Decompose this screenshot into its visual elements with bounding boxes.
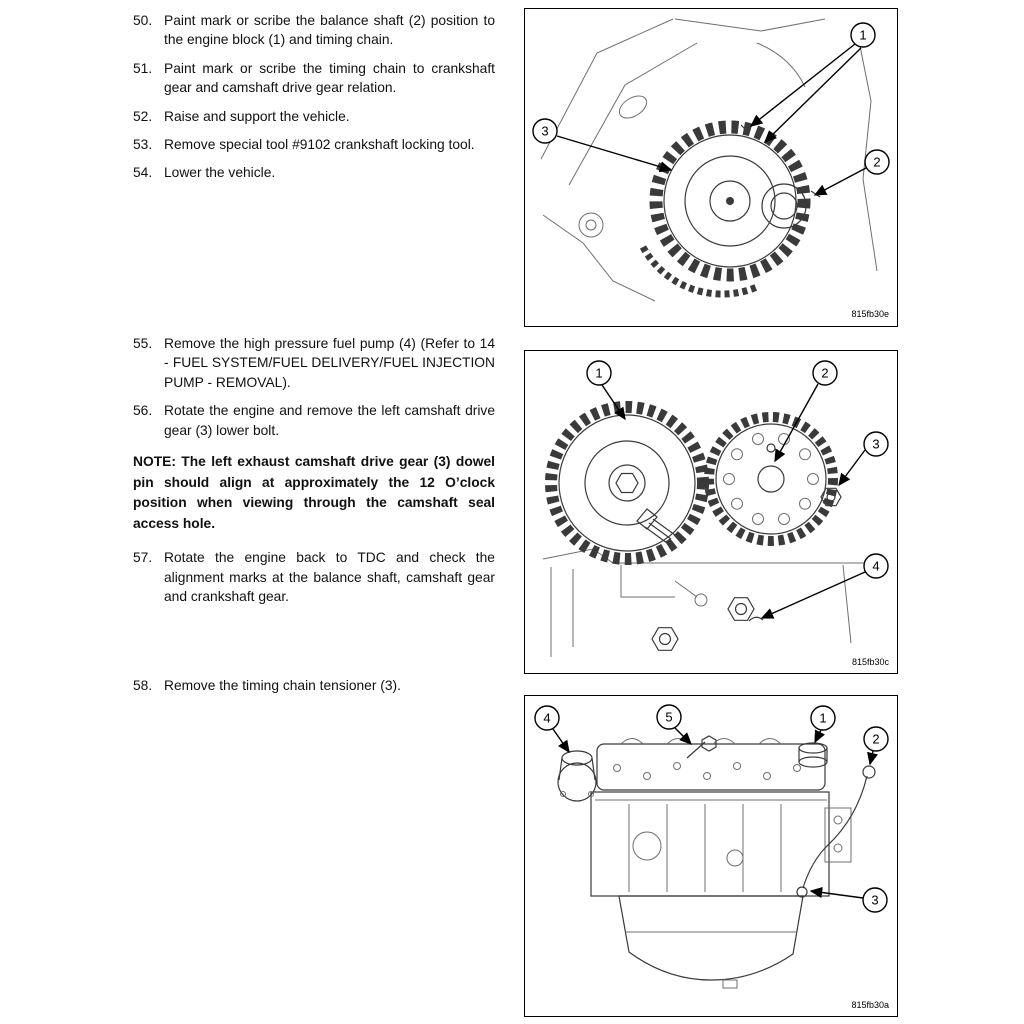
callout-arrow bbox=[553, 729, 569, 752]
step-50-text: Paint mark or scribe the balance shaft (2) position to the engine block (1) and timing chain. bbox=[164, 13, 495, 48]
callout-arrow bbox=[775, 384, 818, 461]
callout-balloon-4 bbox=[535, 706, 559, 730]
callout-balloon-1 bbox=[851, 23, 875, 47]
instruction-steps-group-2 bbox=[133, 334, 495, 616]
step-53-number: 53. bbox=[133, 137, 153, 153]
step-57-number: 57. bbox=[133, 550, 153, 566]
callout-arrow bbox=[870, 751, 873, 764]
step-57-text: Rotate the engine back to TDC and check the alignment marks at the balance shaft, camshaft gear and crankshaft gear. bbox=[164, 550, 495, 605]
step-51-text: Paint mark or scribe the timing chain to crankshaft gear and camshaft drive gear relation. bbox=[164, 60, 495, 96]
step-52-number: 52. bbox=[133, 108, 153, 124]
step-54-text: Lower the vehicle. bbox=[164, 165, 276, 181]
svg-text:3: 3 bbox=[871, 892, 879, 908]
figure-engine-front bbox=[524, 695, 898, 1017]
svg-text:2: 2 bbox=[872, 731, 880, 747]
svg-text:3: 3 bbox=[872, 436, 880, 452]
figure-code: 815fb30c bbox=[851, 657, 889, 667]
callout-balloon-2 bbox=[864, 727, 888, 751]
callout-balloon-2 bbox=[813, 361, 837, 385]
figure-2-illustration bbox=[525, 351, 897, 673]
step-58-number: 58. bbox=[133, 678, 153, 693]
engine-line-art bbox=[541, 19, 877, 301]
svg-text:1: 1 bbox=[859, 27, 867, 43]
step-55 bbox=[133, 334, 495, 392]
step-50 bbox=[133, 11, 495, 50]
callout-arrow bbox=[765, 48, 861, 142]
figure-code: 815fb30e bbox=[851, 309, 889, 319]
step-58-text: Remove the timing chain tensioner (3). bbox=[164, 678, 401, 693]
callout-arrow bbox=[557, 136, 671, 170]
figure-timing-chain bbox=[524, 8, 898, 327]
callout-arrow bbox=[762, 572, 865, 618]
step-51-number: 51. bbox=[133, 60, 153, 76]
svg-text:1: 1 bbox=[595, 365, 603, 381]
instruction-steps-group-1 bbox=[133, 11, 495, 192]
instruction-steps-group-3 bbox=[133, 676, 495, 704]
note-paragraph: NOTE: The left exhaust camshaft drive gear (3) dowel pin should align at approximately the 12 O’clock position when viewing through the camshaft seal access hole. bbox=[133, 454, 495, 531]
step-54 bbox=[133, 163, 495, 182]
callout-arrow bbox=[751, 44, 855, 126]
step-53 bbox=[133, 135, 495, 154]
step-56-text: Rotate the engine and remove the left camshaft drive gear (3) lower bolt. bbox=[164, 403, 495, 438]
callout-balloon-5 bbox=[657, 705, 681, 729]
callout-arrow bbox=[839, 450, 865, 485]
step-56-number: 56. bbox=[133, 403, 153, 419]
callout-balloon-1 bbox=[587, 361, 611, 385]
svg-text:4: 4 bbox=[543, 710, 551, 726]
callout-arrow bbox=[811, 891, 863, 898]
step-55-text: Remove the high pressure fuel pump (4) (Refer to 14 - FUEL SYSTEM/FUEL DELIVERY/FUEL INJECTION PUMP - REMOVAL). bbox=[164, 336, 495, 390]
svg-text:3: 3 bbox=[541, 123, 549, 139]
svg-text:2: 2 bbox=[821, 365, 829, 381]
engine-line-art bbox=[543, 407, 869, 657]
callout-arrow bbox=[815, 168, 866, 195]
callout-balloon-2 bbox=[865, 150, 889, 174]
step-54-number: 54. bbox=[133, 165, 153, 181]
callout-balloon-1 bbox=[811, 706, 835, 730]
figure-code: 815fb30a bbox=[851, 1000, 889, 1010]
callout-arrow bbox=[675, 728, 691, 744]
step-57 bbox=[133, 548, 495, 606]
figure-camshaft-gears bbox=[524, 350, 898, 674]
step-51 bbox=[133, 59, 495, 98]
engine-line-art bbox=[558, 736, 875, 988]
callout-arrow bbox=[815, 730, 821, 742]
step-53-text: Remove special tool #9102 crankshaft locking tool. bbox=[164, 137, 475, 153]
step-52-text: Raise and support the vehicle. bbox=[164, 108, 350, 124]
svg-text:5: 5 bbox=[665, 709, 673, 725]
step-58 bbox=[133, 676, 495, 695]
step-56 bbox=[133, 401, 495, 440]
svg-text:1: 1 bbox=[819, 710, 827, 726]
svg-text:2: 2 bbox=[873, 154, 881, 170]
callout-balloon-3 bbox=[533, 119, 557, 143]
step-52 bbox=[133, 107, 495, 126]
svg-text:4: 4 bbox=[872, 558, 880, 574]
figure-3-illustration bbox=[525, 696, 897, 1016]
callout-balloon-3 bbox=[864, 432, 888, 456]
callout-balloon-4 bbox=[864, 554, 888, 578]
callout-balloon-3 bbox=[863, 888, 887, 912]
step-55-number: 55. bbox=[133, 336, 153, 351]
step-50-number: 50. bbox=[133, 13, 153, 28]
figure-1-illustration bbox=[525, 9, 897, 326]
